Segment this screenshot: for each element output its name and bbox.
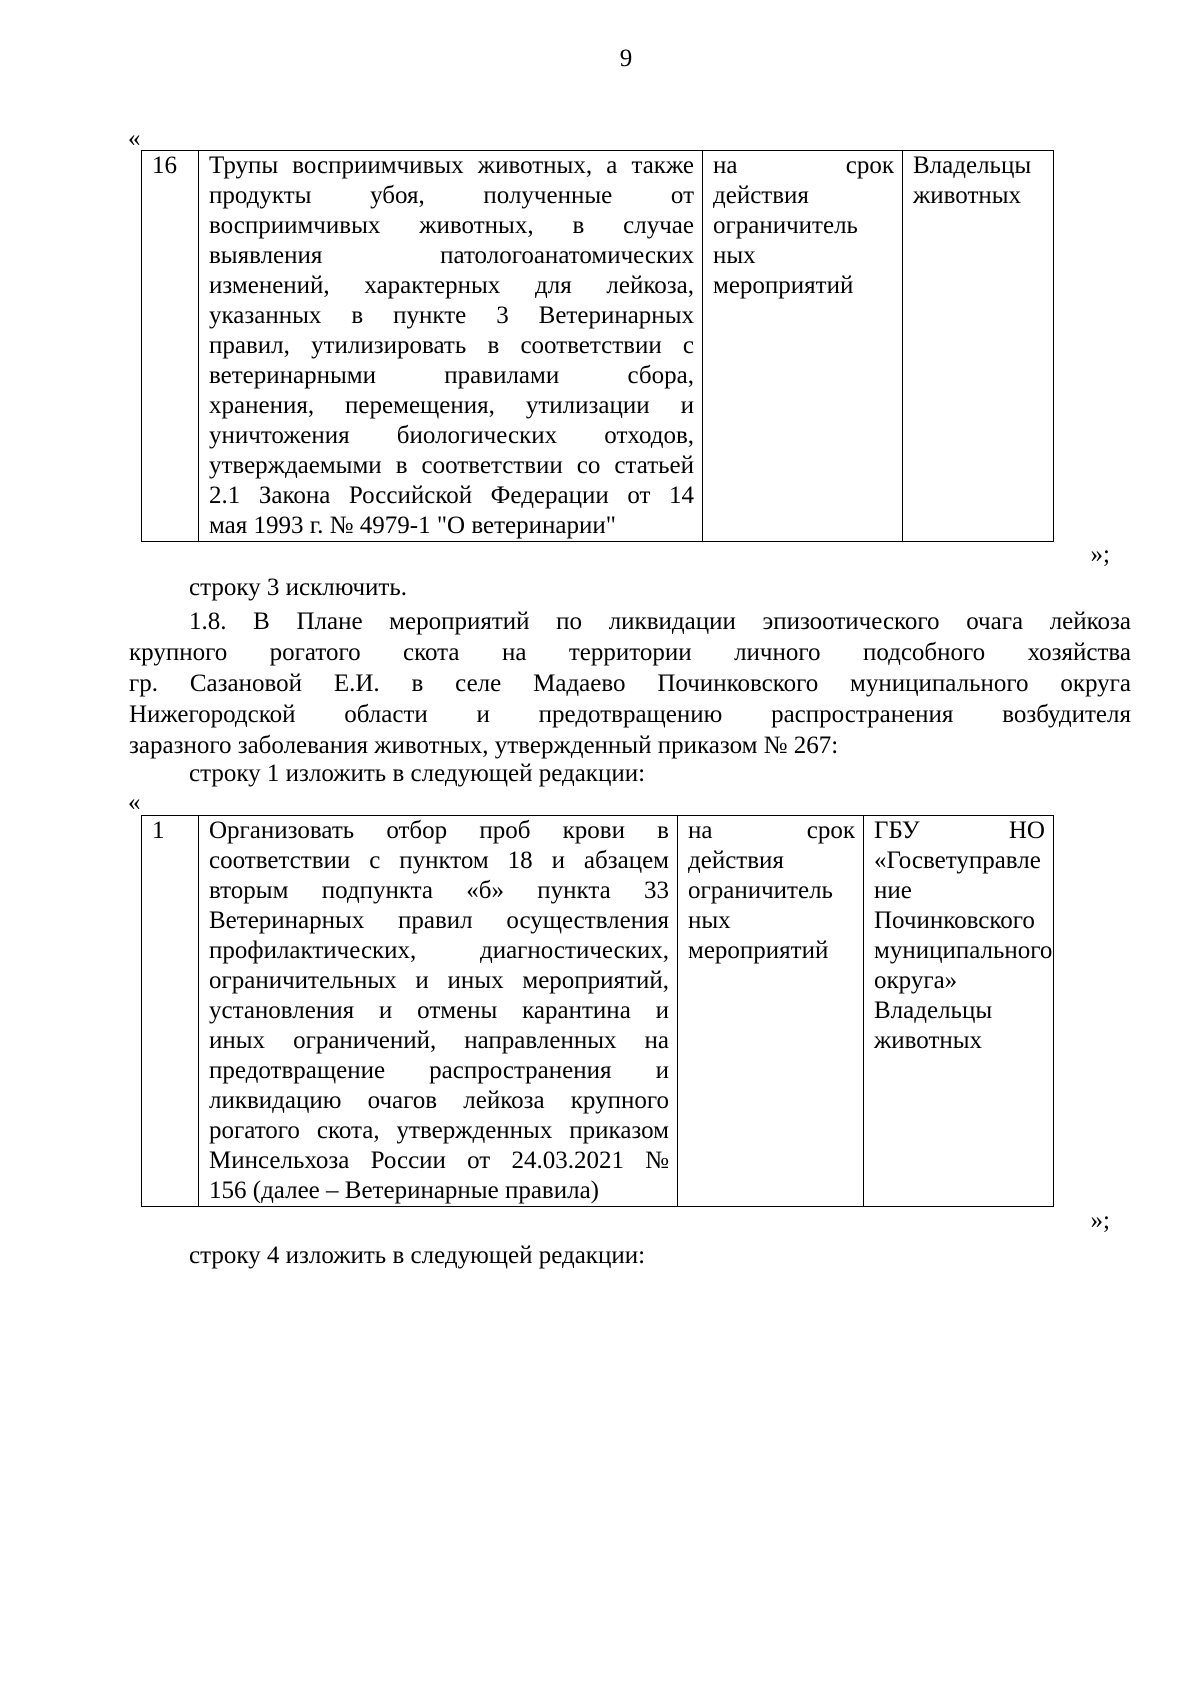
table-2 [141,815,1054,1207]
row-term [703,151,903,542]
paragraph-1-8 [129,606,1131,761]
responsible-line: Владельцы [913,152,1032,179]
paragraph-line: 1.8. В Плане мероприятий по ликвидации эпизоотического очага лейкоза [189,608,1131,635]
description-line: Трупы восприимчивых животных, а также [209,152,694,179]
paragraph-line: Нижегородской области и предотвращению распространения возбудителя [129,701,1131,728]
quote-close-1: »; [1090,541,1110,568]
row-description [199,151,703,542]
row-responsible [903,151,1054,542]
table-row [142,151,1054,542]
table-1 [141,150,1054,542]
description-line: установления и отмены карантина и [209,997,669,1024]
responsible-line: животных [874,1027,983,1054]
description-line: мая 1993 г. № 4979-1 "О ветеринарии" [209,512,616,539]
term-line: действия [713,182,809,209]
description-line: изменений, характерных для лейкоза, [209,272,694,299]
description-line: восприимчивых животных, в случае [209,212,694,239]
responsible-line: «Госветуправле [874,847,1041,874]
term-line: мероприятий [688,937,829,964]
table-row [142,816,1054,1207]
description-line: уничтожения биологических отходов, [209,422,694,449]
term-line: мероприятий [713,272,854,299]
description-line: хранения, перемещения, утилизации и [209,392,694,419]
description-line: профилактических, диагностических, [209,937,669,964]
description-line: Ветеринарных правил осуществления [209,907,669,934]
paragraph-row-4-edit: строку 4 изложить в следующей редакции: [189,1242,646,1269]
quote-close-2: »; [1090,1207,1110,1234]
page-number: 9 [619,45,633,72]
description-line: ограничительных и иных мероприятий, [209,967,669,994]
paragraph-row-1-edit: строку 1 изложить в следующей редакции: [189,760,646,787]
description-line: 2.1 Закона Российской Федерации от 14 [209,482,694,509]
description-line: предотвращение распространения и [209,1057,669,1084]
row-description [199,816,678,1207]
responsible-line: округа» [874,967,958,994]
description-line: продукты убоя, полученные от [209,182,694,209]
term-line: ограничитель [688,877,833,904]
row-term [678,816,864,1207]
responsible-line: Починковского [874,907,1035,934]
description-line: утверждаемыми в соответствии со статьей [209,452,694,479]
responsible-line: животных [913,182,1022,209]
term-line: действия [688,847,784,874]
row-responsible [864,816,1054,1207]
responsible-line: ГБУ НО [874,817,1045,844]
description-line: 156 (далее – Ветеринарные правила) [209,1177,600,1204]
paragraph-line: гр. Сазановой Е.И. в селе Мадаево Починковского муниципального округа [129,670,1131,697]
responsible-line: ние [874,877,912,904]
description-line: Организовать отбор проб крови в [209,817,669,844]
quote-open-2: « [128,789,141,816]
description-line: Минсельхоза России от 24.03.2021 № [209,1147,669,1174]
term-line: на срок [713,152,894,179]
term-line: на срок [688,817,855,844]
responsible-line: Владельцы [874,997,993,1024]
responsible-line: муниципального [874,937,1053,964]
description-line: указанных в пункте 3 Ветеринарных [209,302,694,329]
row-number: 16 [142,151,199,542]
description-line: рогатого скота, утвержденных приказом [209,1117,669,1144]
paragraph-line: заразного заболевания животных, утвержденный приказом № 267: [129,732,839,759]
term-line: ных [713,242,756,269]
description-line: вторым подпункта «б» пункта 33 [209,877,669,904]
term-line: ных [688,907,731,934]
description-line: ветеринарными правилами сбора, [209,362,694,389]
row-number: 1 [142,816,199,1207]
paragraph-delete-row-3: строку 3 исключить. [189,574,407,601]
description-line: ликвидацию очагов лейкоза крупного [209,1087,669,1114]
description-line: соответствии с пунктом 18 и абзацем [209,847,669,874]
term-line: ограничитель [713,212,858,239]
paragraph-line: крупного рогатого скота на территории личного подсобного хозяйства [129,639,1131,666]
description-line: иных ограничений, направленных на [209,1027,669,1054]
description-line: выявления патологоанатомических [209,242,694,269]
quote-open-1: « [128,125,141,152]
description-line: правил, утилизировать в соответствии с [209,332,694,359]
